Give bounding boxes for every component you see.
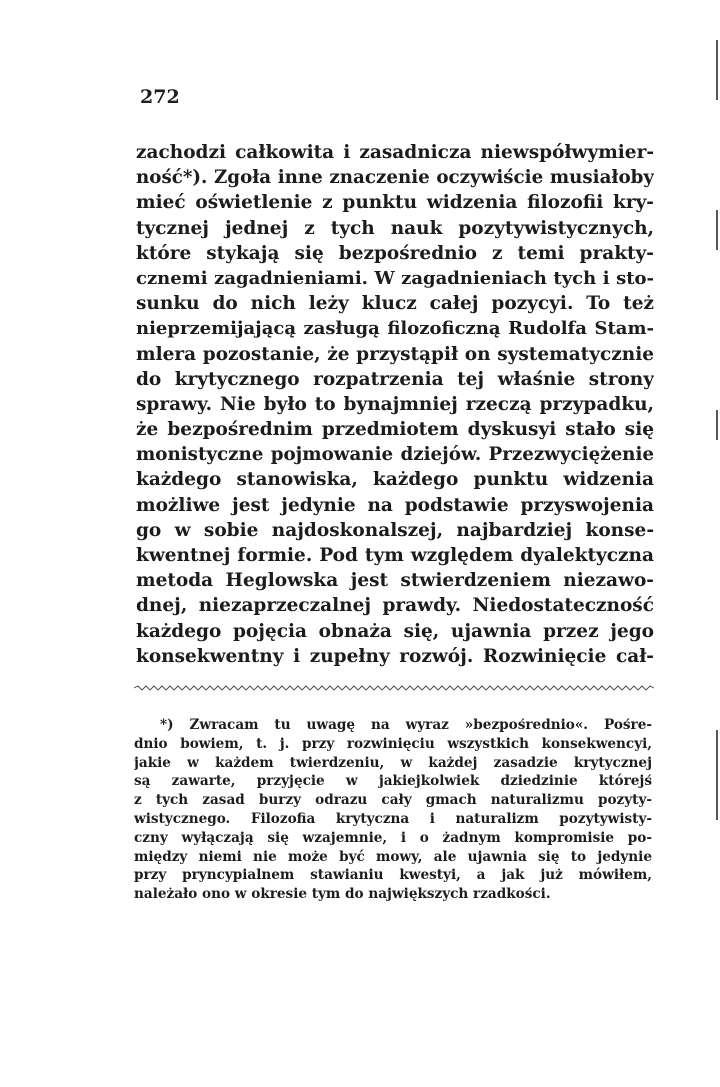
footnote [134, 716, 652, 904]
body-line: możliwe jest jedynie na podstawie przyswojenia [136, 494, 654, 516]
body-line: mieć oświetlenie z punktu widzenia filozofii kry- [136, 192, 654, 214]
body-line: każdego pojęcia obnaża się, ujawnia przez jego [136, 620, 654, 642]
scan-mark [716, 410, 718, 440]
body-line: do krytycznego rozpatrzenia tej właśnie strony [136, 368, 654, 390]
body-line: nieprzemijającą zasługą filozoficzną Rudolfa Stam- [136, 318, 654, 340]
body-line: zachodzi całkowita i zasadnicza niewspółwymier- [136, 142, 654, 163]
footnote-line: *) Zwracam tu uwagę na wyraz »bezpośrednio«. Pośre- [160, 717, 652, 733]
scan-mark [716, 730, 718, 820]
footnote-line: przy pryncypialnem stawianiu kwestyi, a jak już mówiłem, [134, 867, 652, 884]
body-line: dnej, niezaprzeczalnej prawdy. Niedostateczność [136, 595, 654, 617]
footnote-line: między niemi nie może być mowy, ale ujawnia się to jedynie [134, 848, 652, 865]
footnote-line: czny wyłączają się wzajemnie, i o żadnym kompromisie po- [134, 829, 652, 846]
body-line: konsekwentny i zupełny rozwój. Rozwinięcie cał- [136, 645, 654, 667]
footnote-line: jakie w każdem twierdzeniu, w każdej zasadzie krytycznej [134, 754, 652, 771]
body-line: sunku do nich leży klucz całej pozycyi. To też [136, 293, 654, 315]
body-line: go w sobie najdoskonalszej, najbardziej konse- [136, 519, 654, 541]
body-line: sprawy. Nie było to bynajmniej rzeczą przypadku, [136, 393, 654, 415]
page-number: 272 [140, 86, 180, 108]
body-line: ność*). Zgoła inne znaczenie oczywiście musiałoby [136, 167, 654, 189]
footnote-line: wistycznego. Filozofia krytyczna i naturalizm pozytywisty- [134, 810, 652, 827]
body-line: kwentnej formie. Pod tym względem dyalektyczna [136, 545, 654, 566]
footnote-line: są zawarte, przyjęcie w jakiejkolwiek dziedzinie którejś [134, 773, 652, 790]
body-line: które stykają się bezpośrednio z temi prakty- [136, 242, 654, 264]
scan-edge-marks [716, 0, 718, 1087]
footnote-divider [134, 685, 654, 691]
scan-mark [716, 210, 718, 250]
body-line: cznemi zagadnieniami. W zagadnieniach tych i sto- [136, 267, 654, 289]
body-text [136, 140, 654, 669]
body-line: że bezpośrednim przedmiotem dyskusyi stało się [136, 419, 654, 441]
body-line: tycznej jednej z tych nauk pozytywistycznych, [136, 217, 654, 239]
scan-mark [716, 40, 718, 100]
footnote-line: dnio bowiem, t. j. przy rozwinięciu wszystkich konsekwencyi, [134, 735, 652, 752]
body-line: monistyczne pojmowanie dziejów. Przezwyciężenie [136, 444, 654, 466]
body-line: każdego stanowiska, każdego punktu widzenia [136, 469, 654, 491]
body-line: mlera pozostanie, że przystąpił on systematycznie [136, 343, 654, 365]
footnote-line: należało ono w okresie tym do największych rzadkości. [134, 886, 551, 903]
footnote-line: z tych zasad burzy odrazu cały gmach naturalizmu pozyty- [134, 792, 652, 809]
body-line: metoda Heglowska jest stwierdzeniem niezawo- [136, 570, 654, 592]
